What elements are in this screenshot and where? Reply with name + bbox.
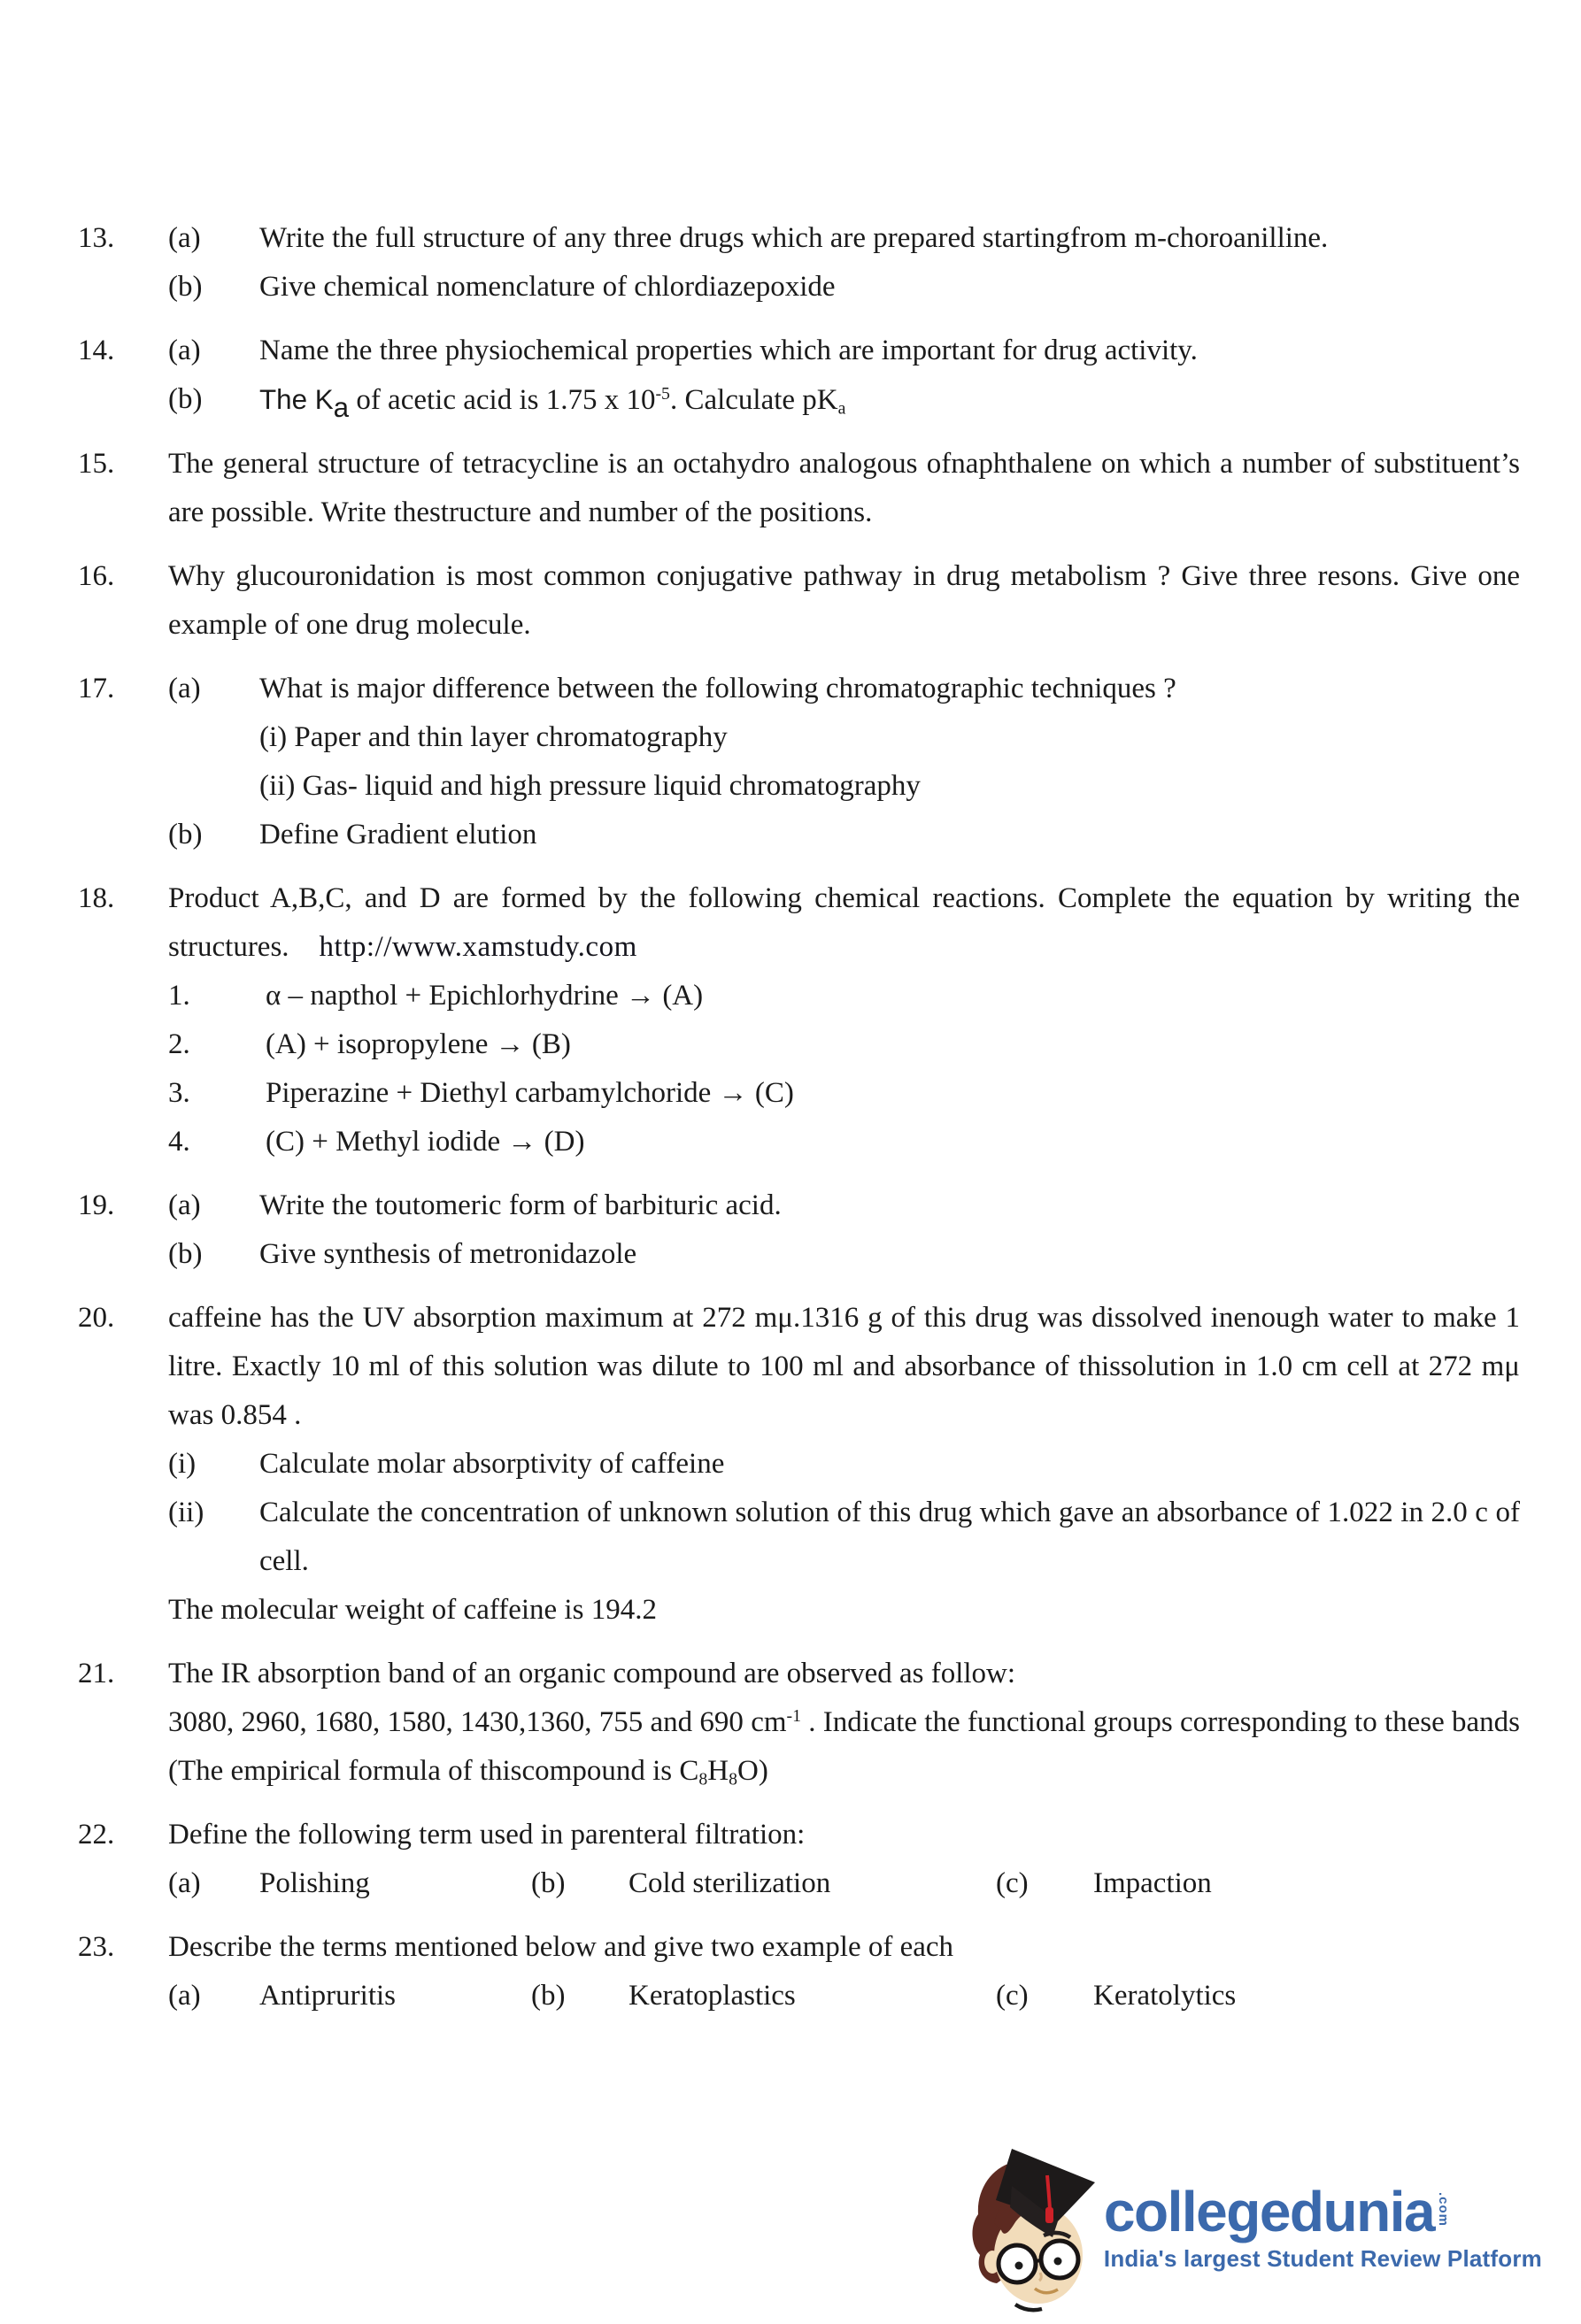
question-14 xyxy=(78,327,1520,425)
option-label: (a) xyxy=(168,1867,201,1899)
questions-list xyxy=(78,214,1520,2035)
part-text: What is major difference between the following chromatographic techniques ? xyxy=(259,673,1176,704)
question-part xyxy=(168,263,1520,312)
question-number: 21. xyxy=(78,1658,115,1689)
part-label: (a) xyxy=(168,335,201,366)
options-row xyxy=(168,1859,1520,1908)
question-23 xyxy=(78,1923,1520,2020)
formula-tail: O) xyxy=(737,1755,768,1787)
question-18 xyxy=(78,874,1520,1166)
graduation-cap-boy-mascot-icon xyxy=(966,2138,1099,2320)
subscript: 8 xyxy=(729,1769,737,1789)
part-text: Name the three physiochemical properties which are important for drug activity. xyxy=(259,335,1198,366)
option-label: (c) xyxy=(996,1980,1029,2012)
part-text-block xyxy=(259,665,1520,811)
option-label: (b) xyxy=(531,1980,566,2012)
question-part xyxy=(168,665,1520,811)
question-text: The general structure of tetracycline is an octahydro analogous ofnaphthalene on which a number of substituent’s are possible. Write thestructure and number of the positions. xyxy=(168,448,1520,528)
part-text: Give synthesis of metronidazole xyxy=(259,1238,637,1270)
question-text: Define the following term used in parenteral filtration: xyxy=(168,1819,806,1851)
formula-tail: . Calculate pK xyxy=(669,384,838,416)
part-label: (b) xyxy=(168,271,203,303)
equation-text: Piperazine + Diethyl carbamylchoride → (C) xyxy=(266,1077,794,1109)
part-text: Write the full structure of any three drugs which are prepared startingfrom m-choroanilline. xyxy=(259,222,1329,254)
equation-number: 3. xyxy=(168,1077,190,1109)
question-number: 16. xyxy=(78,560,115,592)
question-17 xyxy=(78,665,1520,859)
equation-number: 4. xyxy=(168,1126,190,1158)
question-text: caffeine has the UV absorption maximum at 272 mμ.1316 g of this drug was dissolved inenough water to make 1 litre. Exactly 10 ml of this solution was dilute to 100 ml and absorbance of thissolution in 1.0 cm cell at 272 mμ was 0.854 . xyxy=(168,1302,1520,1431)
question-13 xyxy=(78,214,1520,312)
option-label: (a) xyxy=(168,1980,201,2012)
part-label: (b) xyxy=(168,383,203,415)
formula-h: H xyxy=(707,1755,729,1787)
part-label: (a) xyxy=(168,222,201,254)
question-line: The IR absorption band of an organic compound are observed as follow: xyxy=(168,1658,1016,1689)
question-number: 18. xyxy=(78,882,115,914)
question-number: 20. xyxy=(78,1302,115,1334)
subscript: a xyxy=(837,398,846,419)
brand-suffix: .com xyxy=(1436,2192,1452,2228)
option-text: Keratolytics xyxy=(1093,1980,1237,2012)
question-number: 14. xyxy=(78,335,115,366)
sub-item: (ii) Gas- liquid and high pressure liquid chromatography xyxy=(259,770,921,802)
option-text: Impaction xyxy=(1093,1867,1212,1899)
equation-row xyxy=(168,1020,1520,1069)
equation-number: 2. xyxy=(168,1028,190,1060)
option-label: (c) xyxy=(996,1867,1029,1899)
part-label: (ii) xyxy=(168,1497,204,1528)
part-text: Write the toutomeric form of barbituric acid. xyxy=(259,1189,782,1221)
part-label: (b) xyxy=(168,1238,203,1270)
question-number: 22. xyxy=(78,1819,115,1851)
part-text-formula xyxy=(259,375,1520,425)
question-number: 19. xyxy=(78,1189,115,1221)
option-text: Antipruritis xyxy=(259,1980,396,2012)
subscript: a xyxy=(333,391,350,423)
question-15 xyxy=(78,440,1520,537)
question-part xyxy=(168,375,1520,425)
question-part xyxy=(168,1230,1520,1279)
watermark-url: http://www.xamstudy.com xyxy=(319,931,637,963)
question-number: 23. xyxy=(78,1931,115,1963)
options-row xyxy=(168,1972,1520,2020)
part-text: Define Gradient elution xyxy=(259,819,537,850)
question-21 xyxy=(78,1650,1520,1796)
question-part xyxy=(168,811,1520,859)
question-text: Why glucouronidation is most common conjugative pathway in drug metabolism ? Give three resons. Give one example of one drug molecule. xyxy=(168,560,1520,641)
part-label: (b) xyxy=(168,819,203,850)
formula-lead: The K xyxy=(259,384,334,415)
brand-name: collegedunia xyxy=(1103,2180,1435,2243)
formula-mid: of acetic acid is 1.75 x 10 xyxy=(349,384,656,416)
option-text: Polishing xyxy=(259,1867,370,1899)
part-label: (a) xyxy=(168,1189,201,1221)
equation-text: α – napthol + Epichlorhydrine → (A) xyxy=(266,980,704,1012)
question-part xyxy=(168,327,1520,375)
question-number: 17. xyxy=(78,673,115,704)
equation-row xyxy=(168,972,1520,1020)
part-text: Calculate molar absorptivity of caffeine xyxy=(259,1448,725,1480)
part-text: Calculate the concentration of unknown solution of this drug which gave an absorbance of 1.022 in 2.0 c of cell. xyxy=(259,1497,1520,1577)
equation-row xyxy=(168,1118,1520,1166)
question-text: Describe the terms mentioned below and give two example of each xyxy=(168,1931,954,1963)
question-number: 13. xyxy=(78,222,115,254)
question-16 xyxy=(78,552,1520,650)
question-part xyxy=(168,1440,1520,1489)
superscript: -5 xyxy=(655,384,670,404)
sub-item: (i) Paper and thin layer chromatography xyxy=(259,721,728,753)
bands-lead: 3080, 2960, 1680, 1580, 1430,1360, 755 and 690 cm xyxy=(168,1706,787,1738)
part-text: Give chemical nomenclature of chlordiazepoxide xyxy=(259,271,836,303)
question-note: The molecular weight of caffeine is 194.2 xyxy=(168,1594,657,1626)
bands-mid: . Indicate the functional groups corresponding to these bands (The empirical formula of thiscompound is C xyxy=(168,1706,1520,1787)
collegedunia-logo xyxy=(966,2138,1542,2320)
part-label: (i) xyxy=(168,1448,197,1480)
superscript: -1 xyxy=(786,1706,801,1727)
option-text: Keratoplastics xyxy=(629,1980,796,2012)
equation-text: (C) + Methyl iodide → (D) xyxy=(266,1126,585,1158)
question-20 xyxy=(78,1294,1520,1635)
question-part xyxy=(168,1489,1520,1586)
brand-tagline: India's largest Student Review Platform xyxy=(1103,2245,1542,2272)
equation-row xyxy=(168,1069,1520,1118)
option-text: Cold sterilization xyxy=(629,1867,831,1899)
option-label: (b) xyxy=(531,1867,566,1899)
question-19 xyxy=(78,1181,1520,1279)
part-label: (a) xyxy=(168,673,201,704)
question-bands xyxy=(168,1698,1520,1796)
question-number: 15. xyxy=(78,448,115,480)
equation-number: 1. xyxy=(168,980,190,1012)
question-part xyxy=(168,1181,1520,1230)
equation-text: (A) + isopropylene → (B) xyxy=(266,1028,571,1060)
question-intro xyxy=(168,874,1520,972)
intro-text: Product A,B,C, and D are formed by the following chemical reactions. Complete the equation by writing the structures. xyxy=(168,882,1520,963)
question-22 xyxy=(78,1811,1520,1908)
question-part xyxy=(168,214,1520,263)
subscript: 8 xyxy=(698,1769,708,1789)
